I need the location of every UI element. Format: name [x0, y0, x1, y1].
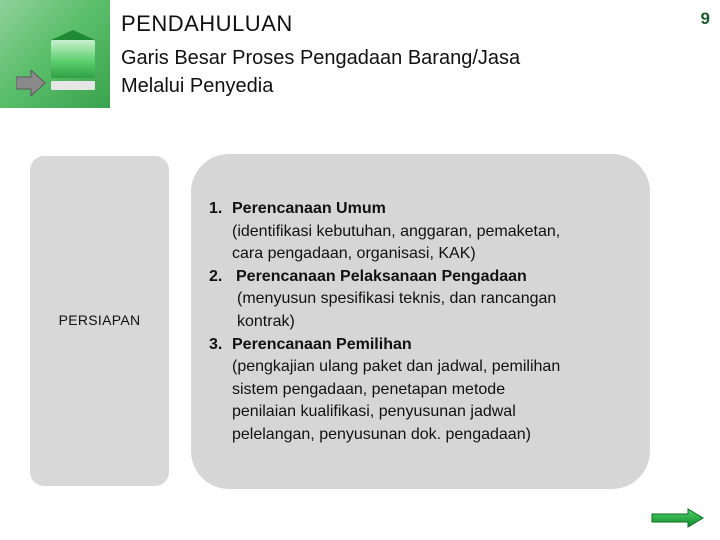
description-line: (pengkajian ulang paket dan jadwal, pemilihan: [232, 358, 561, 376]
planning-list: [209, 198, 639, 447]
logo-block-icon: [51, 40, 95, 78]
item-description: [209, 288, 639, 333]
logo-base-icon: [51, 81, 95, 90]
description-line: cara pengadaan, organisasi, KAK): [232, 245, 476, 263]
item-description: [209, 356, 639, 446]
item-title: Perencanaan Umum: [232, 200, 386, 217]
content-box: [191, 154, 650, 489]
description-line: (identifikasi kebutuhan, anggaran, pemaketan,: [232, 222, 561, 240]
item-title: Perencanaan Pemilihan: [232, 335, 412, 353]
subtitle-line: Garis Besar Proses Pengadaan Barang/Jasa: [121, 47, 521, 69]
logo-roof-icon: [51, 30, 95, 40]
item-number: 2.: [209, 267, 223, 285]
description-line: penilaian kualifikasi, penyusunan jadwal: [232, 403, 516, 421]
arrow-right-icon: [16, 70, 46, 96]
list-item: [209, 266, 639, 334]
item-description: [209, 221, 639, 266]
phase-box: [30, 156, 169, 486]
item-number: 3.: [209, 335, 223, 353]
phase-label: PERSIAPAN: [58, 312, 141, 328]
list-item: [209, 198, 639, 266]
description-line: (menyusun spesifikasi teknis, dan rancangan: [237, 290, 557, 308]
description-line: sistem pengadaan, penetapan metode: [232, 380, 506, 398]
item-title: Perencanaan Pelaksanaan Pengadaan: [236, 267, 527, 285]
page-subtitle: [121, 44, 681, 100]
logo: [0, 0, 110, 108]
item-number: 1.: [209, 200, 223, 217]
subtitle-line: Melalui Penyedia: [121, 75, 274, 97]
description-line: pelelangan, penyusunan dok. pengadaan): [232, 425, 531, 443]
page-number: 9: [700, 9, 710, 28]
list-item: [209, 334, 639, 447]
description-line: kontrak): [237, 312, 295, 330]
page-title: PENDAHULUAN: [121, 11, 293, 36]
next-arrow-icon[interactable]: [650, 508, 705, 528]
